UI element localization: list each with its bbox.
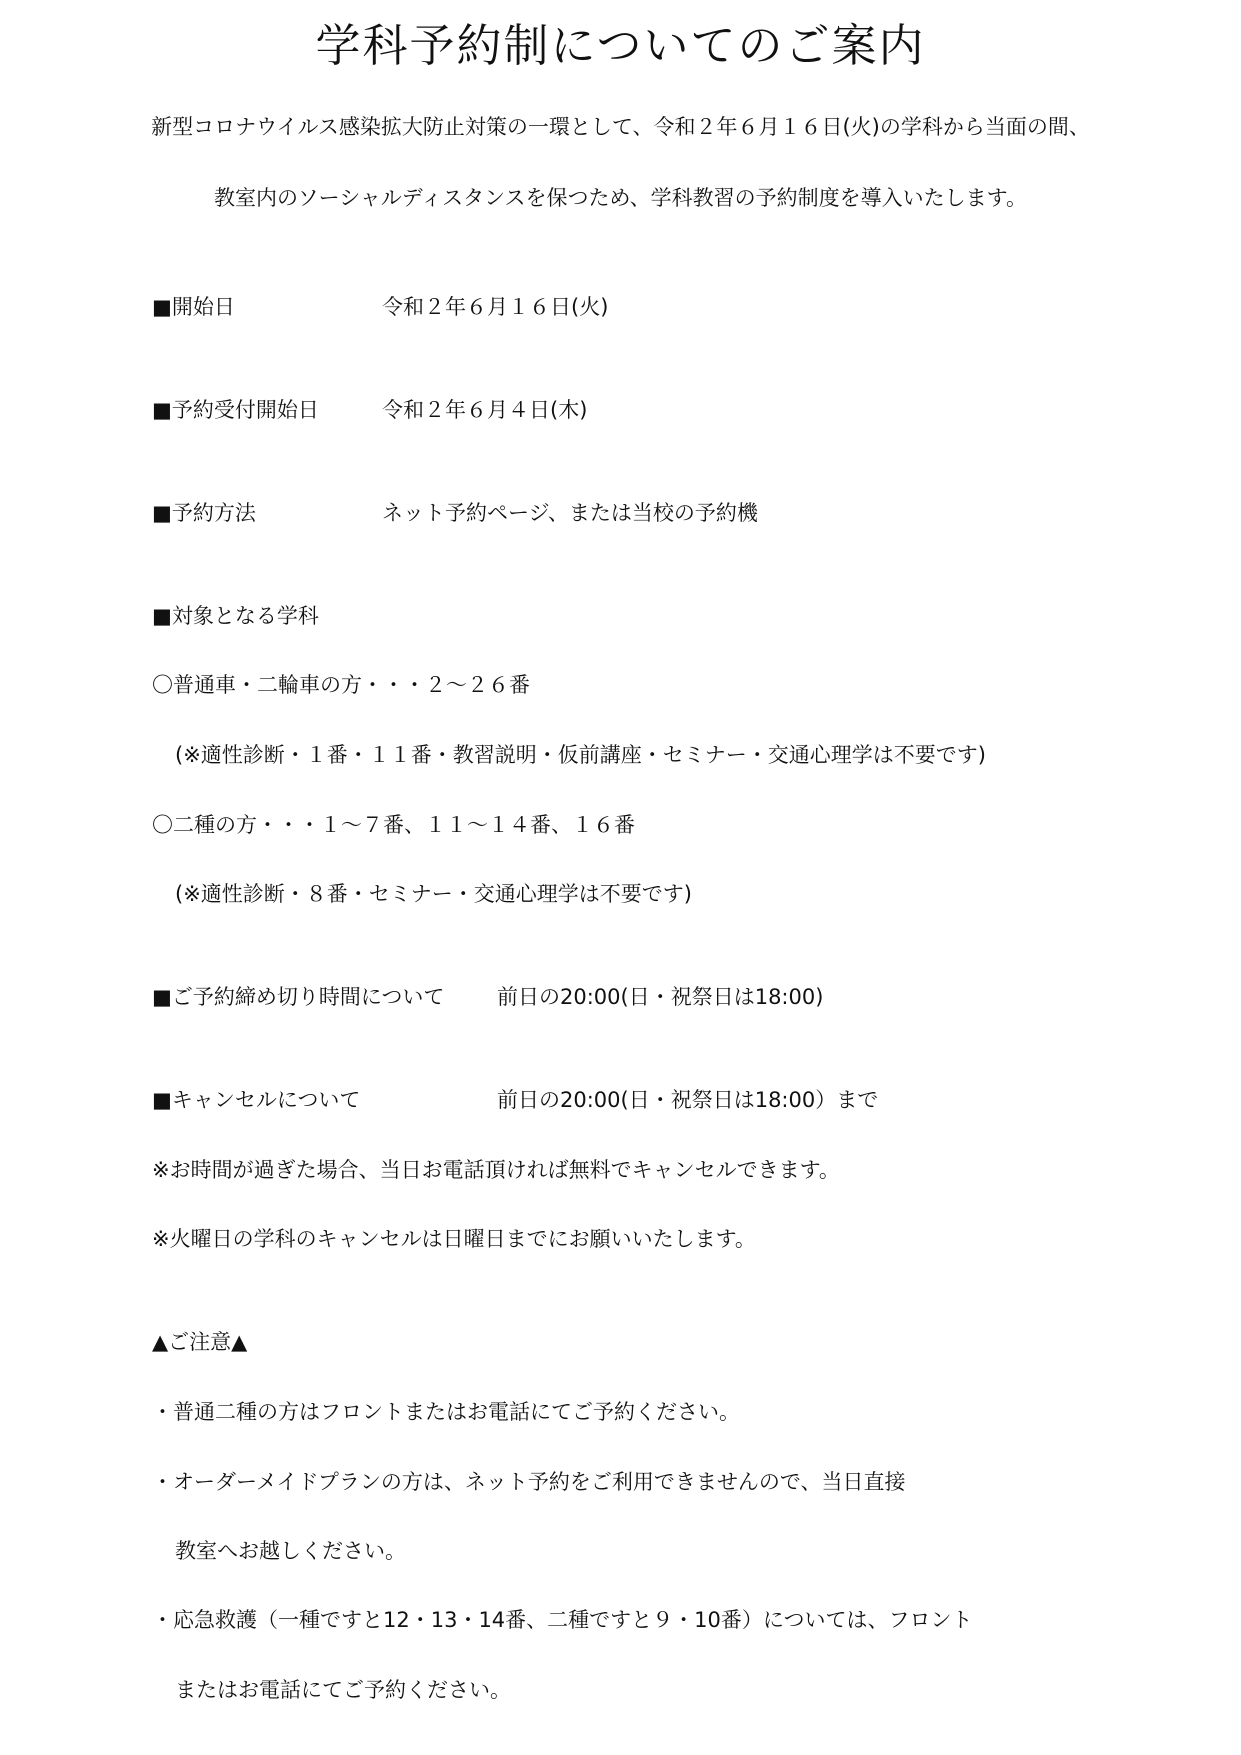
start-date-value: 令和２年６月１６日(火) [382,295,609,319]
caution-line: ・応急救護（一種ですと12・13・14番、二種ですと９・10番）については、フロント [152,1608,973,1632]
reservation-start-label: ■予約受付開始日 [152,398,319,422]
target-heading: ■対象となる学科 [152,604,319,628]
deadline-value: 前日の20:00(日・祝祭日は18:00) [497,985,824,1009]
cancel-note: ※火曜日の学科のキャンセルは日曜日までにお願いいたします。 [152,1227,756,1251]
caution-heading: ▲ご注意▲ [152,1330,248,1354]
deadline-label: ■ご予約締め切り時間について [152,985,445,1009]
intro-line-1: 新型コロナウイルス感染拡大防止対策の一環として、令和２年６月１６日(火)の学科から当面の間、 [151,115,1090,139]
target-item: 〇普通車・二輪車の方・・・２～２６番 [152,673,530,697]
intro-line-2: 教室内のソーシャルディスタンスを保つため、学科教習の予約制度を導入いたします。 [214,186,1027,210]
caution-line: 教室へお越しください。 [175,1539,406,1563]
method-value: ネット予約ページ、または当校の予約機 [382,501,758,525]
caution-line: ・オーダーメイドプランの方は、ネット予約をご利用できませんので、当日直接 [152,1470,906,1494]
cancel-label: ■キャンセルについて [152,1088,361,1112]
target-item: 〇二種の方・・・１～７番、１１～１４番、１６番 [152,813,635,837]
method-label: ■予約方法 [152,501,256,525]
cancel-value: 前日の20:00(日・祝祭日は18:00）まで [497,1088,879,1112]
reservation-start-value: 令和２年６月４日(木) [382,398,588,422]
target-item-note: (※適性診断・１番・１１番・教習説明・仮前講座・セミナー・交通心理学は不要です) [175,743,986,767]
caution-line: ・普通二種の方はフロントまたはお電話にてご予約ください。 [152,1400,740,1424]
target-item-note: (※適性診断・８番・セミナー・交通心理学は不要です) [175,882,692,906]
caution-line: またはお電話にてご予約ください。 [175,1678,511,1702]
start-date-label: ■開始日 [152,295,235,319]
page-title: 学科予約制についてのご案内 [315,19,926,72]
cancel-note: ※お時間が過ぎた場合、当日お電話頂ければ無料でキャンセルできます。 [152,1158,840,1182]
